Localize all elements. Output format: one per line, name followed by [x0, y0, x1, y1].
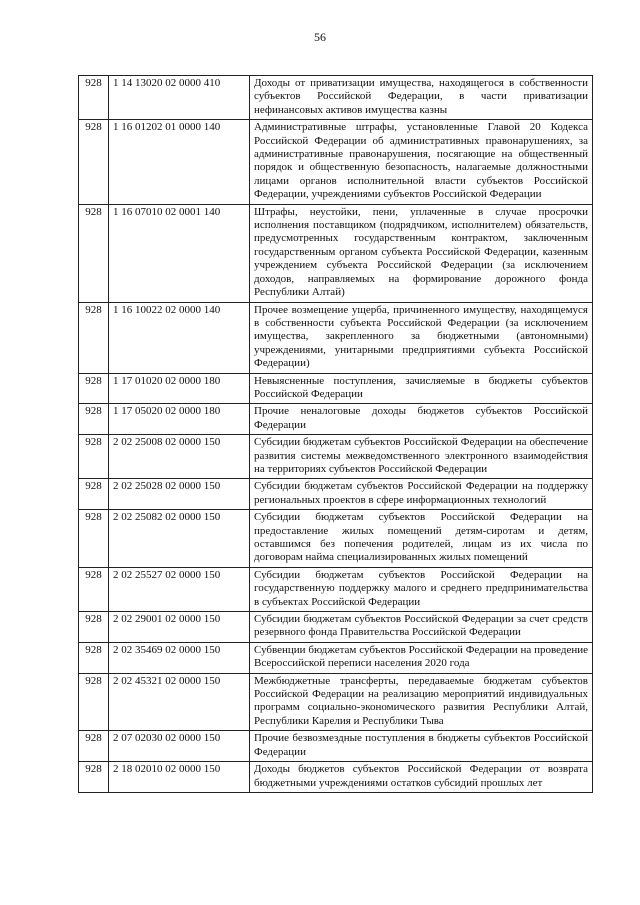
admin-code-cell: 928 — [79, 762, 109, 793]
table-row — [79, 479, 593, 510]
admin-code-cell: 928 — [79, 120, 109, 204]
admin-code-cell: 928 — [79, 673, 109, 731]
table-row — [79, 510, 593, 568]
table-row — [79, 435, 593, 479]
budget-classification-code-cell: 2 07 02030 02 0000 150 — [109, 731, 250, 762]
budget-classification-code-cell: 1 17 05020 02 0000 180 — [109, 404, 250, 435]
table-row — [79, 731, 593, 762]
revenue-description-cell: Доходы от приватизации имущества, находящегося в собственности субъектов Российской Федерации, в части приватизации нефинансовых активов имущества казны — [250, 76, 593, 120]
budget-classification-code-cell: 1 14 13020 02 0000 410 — [109, 76, 250, 120]
revenue-description-cell: Невыясненные поступления, зачисляемые в бюджеты субъектов Российской Федерации — [250, 373, 593, 404]
table-row — [79, 642, 593, 673]
revenue-description-cell: Субсидии бюджетам субъектов Российской Федерации за счет средств резервного фонда Правительства Российской Федерации — [250, 612, 593, 643]
revenue-description-cell: Штрафы, неустойки, пени, уплаченные в случае просрочки исполнения поставщиком (подрядчиком, исполнителем) обязательств, предусмотренных государственным контрактом, заключенным государственным органом субъекта Российской Федерации, казенным учреждением субъекта Российской Федерации (за исключением доходов, направляемых на формирование дорожного фонда Республики Алтай) — [250, 204, 593, 302]
budget-classification-code-cell: 1 17 01020 02 0000 180 — [109, 373, 250, 404]
revenue-description-cell: Прочее возмещение ущерба, причиненного имуществу, находящемуся в собственности субъекта Российской Федерации (за исключением имущества, закрепленного за бюджетными (автономными) учреждениями, унитарными предприятиями субъекта Российской Федерации) — [250, 302, 593, 373]
budget-classification-code-cell: 2 02 45321 02 0000 150 — [109, 673, 250, 731]
revenue-description-cell: Прочие неналоговые доходы бюджетов субъектов Российской Федерации — [250, 404, 593, 435]
budget-classification-code-cell: 1 16 07010 02 0001 140 — [109, 204, 250, 302]
admin-code-cell: 928 — [79, 731, 109, 762]
table-row — [79, 404, 593, 435]
admin-code-cell: 928 — [79, 642, 109, 673]
admin-code-cell: 928 — [79, 373, 109, 404]
table-row — [79, 612, 593, 643]
page-number: 56 — [314, 30, 326, 44]
table-row — [79, 120, 593, 204]
admin-code-cell: 928 — [79, 510, 109, 568]
revenue-description-cell: Административные штрафы, установленные Главой 20 Кодекса Российской Федерации об административных правонарушениях, за административные правонарушения, посягающие на общественный порядок и общественную безопасность, налагаемые должностными лицами органов исполнительной власти субъектов Российской Федерации, учреждениями субъектов Российской Федерации — [250, 120, 593, 204]
budget-classification-code-cell: 2 18 02010 02 0000 150 — [109, 762, 250, 793]
admin-code-cell: 928 — [79, 567, 109, 611]
admin-code-cell: 928 — [79, 479, 109, 510]
budget-classification-code-cell: 2 02 25028 02 0000 150 — [109, 479, 250, 510]
budget-classification-code-cell: 2 02 25082 02 0000 150 — [109, 510, 250, 568]
revenue-description-cell: Субвенции бюджетам субъектов Российской Федерации на проведение Всероссийской переписи населения 2020 года — [250, 642, 593, 673]
budget-classification-code-cell: 1 16 10022 02 0000 140 — [109, 302, 250, 373]
budget-classification-code-cell: 2 02 25527 02 0000 150 — [109, 567, 250, 611]
table-row — [79, 76, 593, 120]
admin-code-cell: 928 — [79, 76, 109, 120]
revenue-description-cell: Субсидии бюджетам субъектов Российской Федерации на государственную поддержку малого и среднего предпринимательства в субъектах Российской Федерации — [250, 567, 593, 611]
table-row — [79, 204, 593, 302]
table-row — [79, 373, 593, 404]
budget-classification-code-cell: 2 02 25008 02 0000 150 — [109, 435, 250, 479]
table-row — [79, 567, 593, 611]
admin-code-cell: 928 — [79, 435, 109, 479]
budget-classification-code-cell: 2 02 29001 02 0000 150 — [109, 612, 250, 643]
revenue-description-cell: Межбюджетные трансферты, передаваемые бюджетам субъектов Российской Федерации на реализацию мероприятий индивидуальных программ социально-экономического развития Республики Алтай, Республики Карелия и Республики Тыва — [250, 673, 593, 731]
admin-code-cell: 928 — [79, 204, 109, 302]
budget-classification-code-cell: 2 02 35469 02 0000 150 — [109, 642, 250, 673]
revenue-description-cell: Субсидии бюджетам субъектов Российской Федерации на обеспечение развития системы межведомственного электронного взаимодействия на территориях субъектов Российской Федерации — [250, 435, 593, 479]
revenue-description-cell: Прочие безвозмездные поступления в бюджеты субъектов Российской Федерации — [250, 731, 593, 762]
table-row — [79, 762, 593, 793]
revenue-description-cell: Субсидии бюджетам субъектов Российской Федерации на поддержку региональных проектов в сфере информационных технологий — [250, 479, 593, 510]
revenue-description-cell: Субсидии бюджетам субъектов Российской Федерации на предоставление жилых помещений детям-сиротам и детям, оставшимся без попечения родителей, лицам из их числа по договорам найма специализированных жилых помещений — [250, 510, 593, 568]
table-row — [79, 302, 593, 373]
budget-classification-code-cell: 1 16 01202 01 0000 140 — [109, 120, 250, 204]
revenue-description-cell: Доходы бюджетов субъектов Российской Федерации от возврата бюджетными учреждениями остатков субсидий прошлых лет — [250, 762, 593, 793]
admin-code-cell: 928 — [79, 612, 109, 643]
admin-code-cell: 928 — [79, 404, 109, 435]
table-body — [79, 76, 593, 793]
table-row — [79, 673, 593, 731]
admin-code-cell: 928 — [79, 302, 109, 373]
revenue-codes-table — [78, 75, 593, 793]
